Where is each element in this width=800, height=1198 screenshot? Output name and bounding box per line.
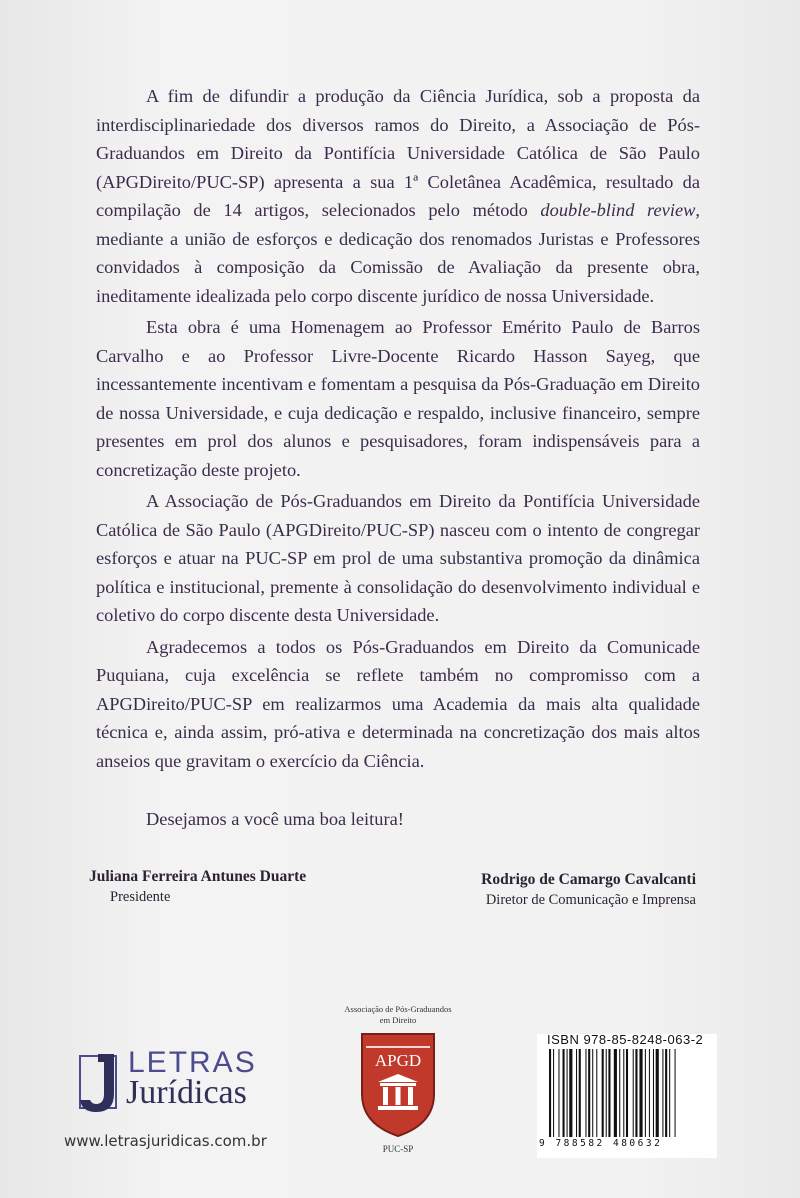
signature-role: Presidente [110,889,171,905]
paragraph-3: A Associação de Pós-Graduandos em Direito da Pontifícia Universidade Católica de São Paulo (APGDireito/PUC-SP) nasceu com o intento de congregar esforços e atuar na PUC-SP em prol de uma substantiva promoção da dinâmica política e institucional, premente à consolidação do desenvolvimento individual e coletivo do corpo discente desta Universidade. [96,491,700,625]
paragraph-2: Esta obra é uma Homenagem ao Professor Emérito Paulo de Barros Carvalho e ao Professor Livre-Docente Ricardo Hasson Sayeg, que incessantemente incentivam e fomentam a pesquisa da Pós-Graduação em Direito de nossa Universidade, e cuja dedicação e respaldo, inclusive financeiro, sempre presentes em prol dos alunos e pesquisadores, foram indispensáveis para a concretização deste projeto. [96,317,700,480]
paragraph-1: A fim de difundir a produção da Ciência Jurídica, sob a proposta da interdisciplinariedade dos diversos ramos do Direito, a Associação de Pós-Graduandos em Direito da Pontifícia Universidade Católica de São Paulo (APGDireito/PUC-SP) apresenta a sua 1ª Coletânea Acadêmica, resultado da compilação de 14 artigos, selecionados pelo método double-blind review, mediante a união de esforços e dedicação dos renomados Juristas e Professores convidados à composição da Comissão de Avaliação da presente obra, ineditamente idealizada pelo corpo discente jurídico de nossa Universidade. [96,86,700,306]
paragraph-4: Agradecemos a todos os Pós-Graduandos em Direito da Comunicade Puquiana, cuja excelência se reflete também no compromisso com a APGDireito/PUC-SP em realizarmos uma Academia da mais alta qualidade técnica e, ainda assim, pró-ativa e determinada na concretização dos mais altos anseios que gravitam o exercício da Ciência. [96,636,700,771]
shield-label: APGD [374,1051,422,1070]
isbn-label: ISBN 978-85-8248-063-2 [547,1032,704,1047]
publisher-logo [64,1046,290,1150]
isbn-digits: 9 788582 480632 [539,1138,663,1149]
publisher-url: www.letrasjuridicas.com.br [64,1132,267,1150]
signature-president [89,868,306,906]
barcode-icon [547,1049,711,1141]
apgd-logo [333,1004,463,1164]
signature-name: Rodrigo de Camargo Cavalcanti [481,871,696,888]
isbn-block [537,1034,717,1158]
apgd-footer: PUC-SP [382,1144,414,1154]
signature-role: Diretor de Comunicação e Imprensa [485,892,696,908]
body-text [96,82,700,834]
signature-director [468,871,696,909]
signature-name: Juliana Ferreira Antunes Duarte [89,868,307,885]
closing-line: Desejamos a você uma boa leitura! [146,809,404,829]
publisher-name-bottom: Jurídicas [126,1074,247,1111]
publisher-name-top: LETRAS [128,1046,257,1079]
shield-icon [360,1032,436,1138]
italic-term: double-blind review [540,200,696,220]
letras-juridicas-mark-icon [74,1050,122,1118]
apgd-caption: Associação de Pós-Graduandos em Direito [344,1004,452,1025]
